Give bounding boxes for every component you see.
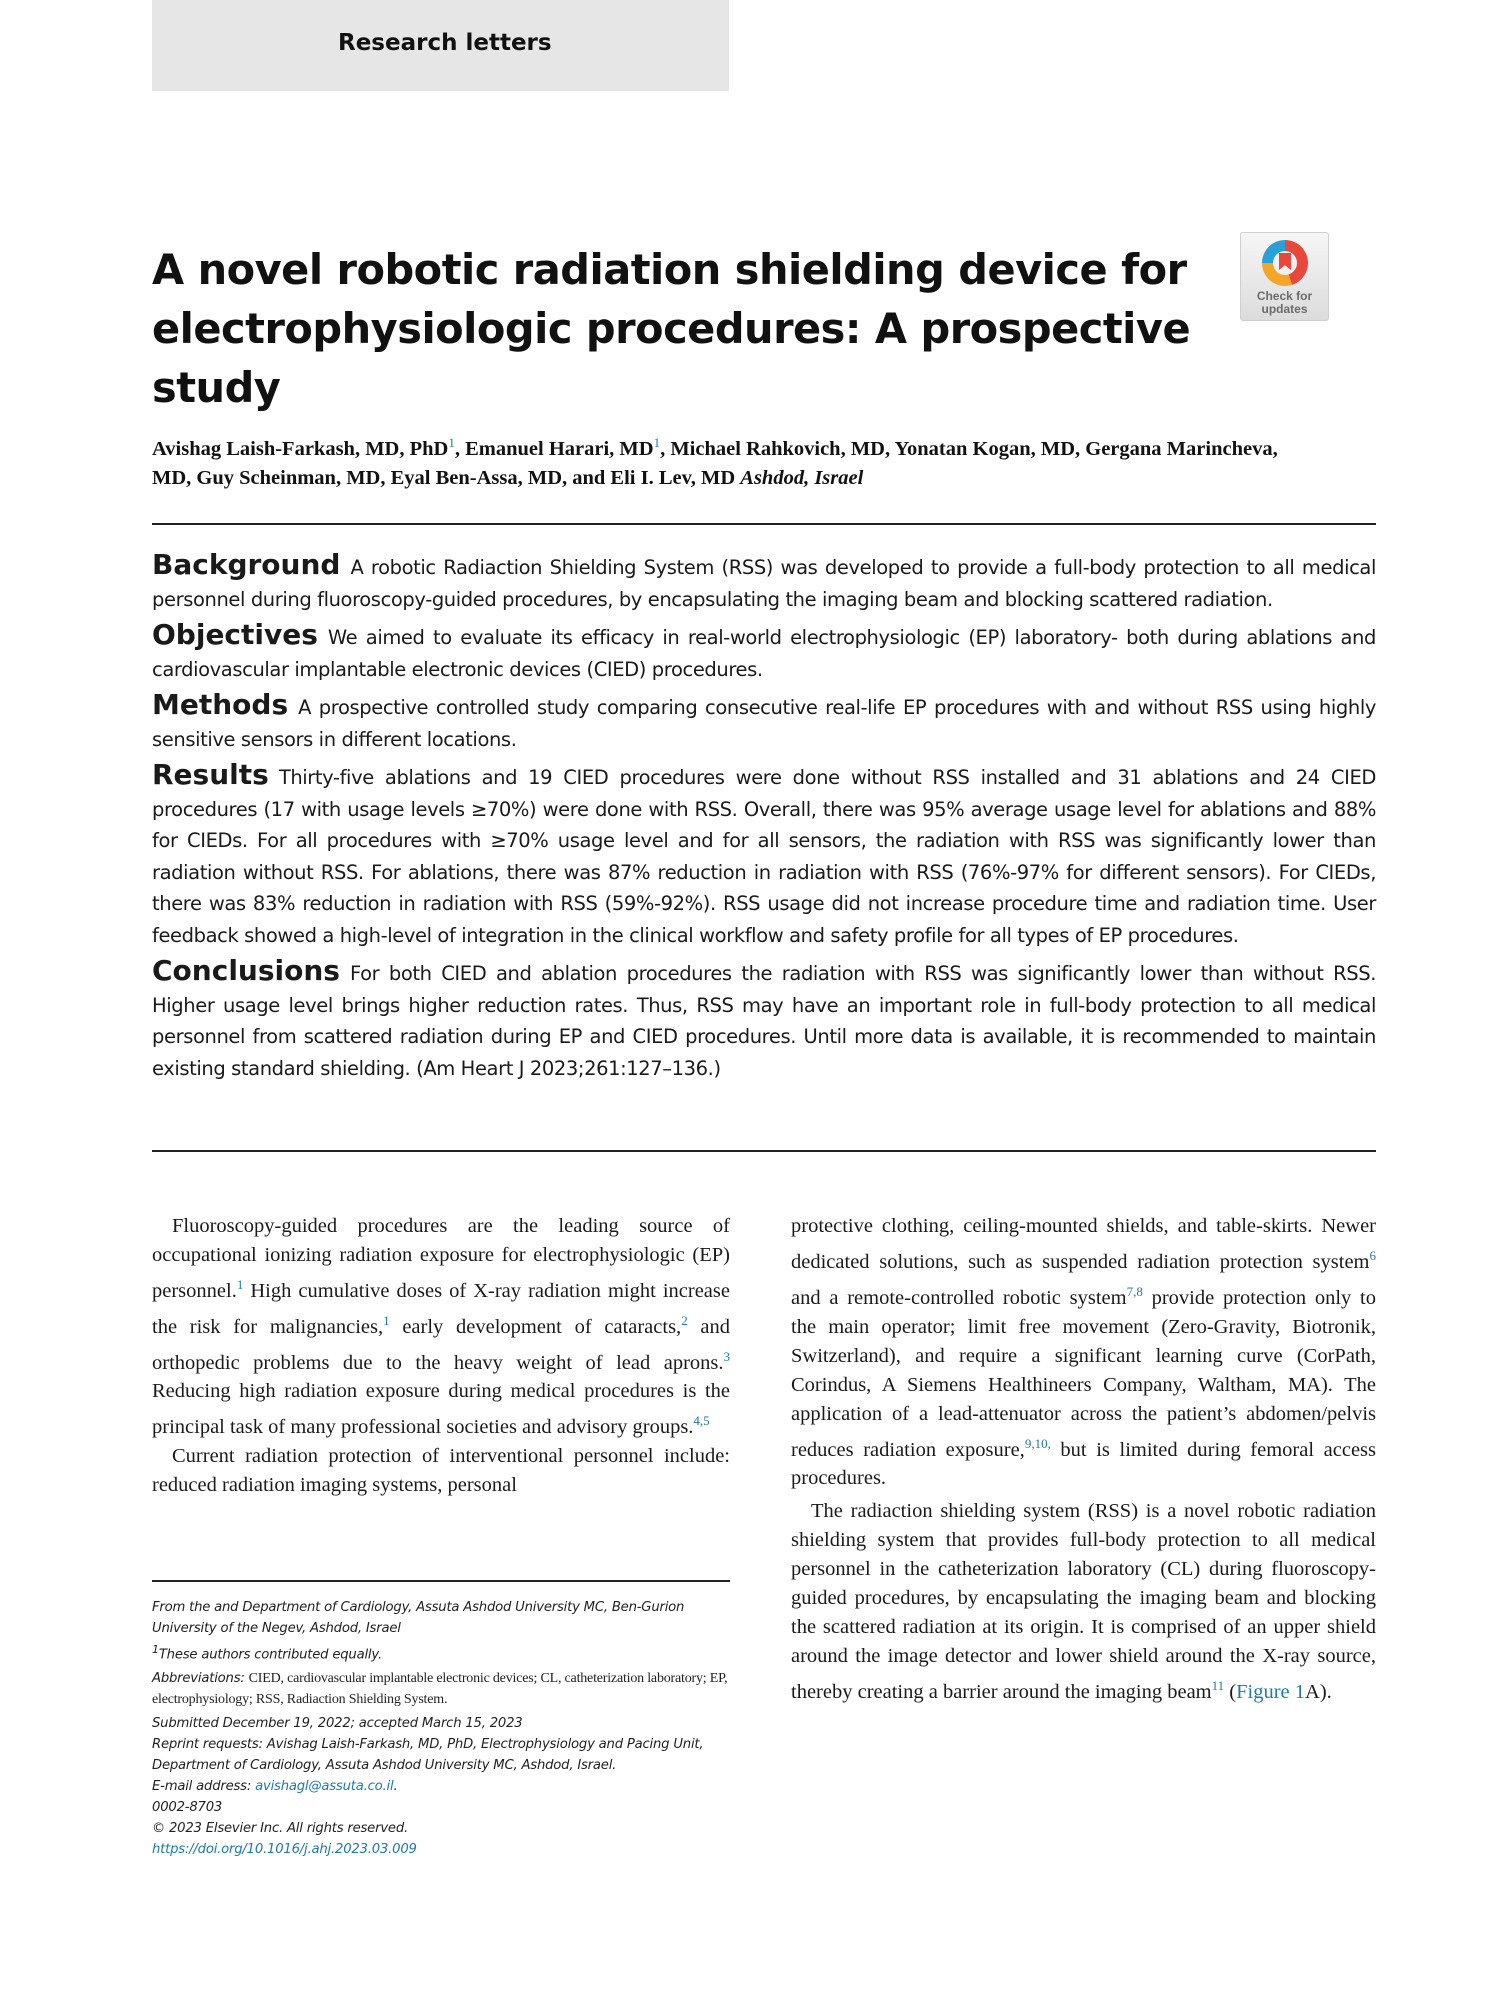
- abstract-background: Background A robotic Radiaction Shielding System (RSS) was developed to provide a full-body protection to all medical personnel during fluoroscopy-guided procedures, by encapsulating the imaging beam and blocking scattered radiation.: [152, 548, 1376, 611]
- section-label: Research letters: [338, 30, 552, 56]
- abstract-conclusions: Conclusions For both CIED and ablation procedures the radiation with RSS was significantly lower than without RSS. Higher usage level brings higher reduction rates. Thus, RSS may have an important role in full-body protection to all medical personnel from scattered radiation during EP and CIED procedures. Until more data is available, it is recommended to maintain existing standard shielding. (Am Heart J 2023;261:127–136.): [152, 954, 1376, 1080]
- body-paragraph: The radiaction shielding system (RSS) is a novel robotic radiation shielding system that provides full-body protection to all medical personnel in the catheterization laboratory (CL) during fluoroscopy-guided procedures, by encapsulating the imaging beam and blocking the scattered radiation at its origin. It is comprised of an upper shield around the image detector and lower shield around the X-ray source, thereby creating a barrier around the imaging beam$^{11}$ (Figure 1A).: [791, 1500, 1376, 1704]
- badge-line-2: updates: [1261, 302, 1308, 316]
- author-affiliation-ref[interactable]: 1: [653, 435, 661, 450]
- section-tab: [152, 0, 729, 91]
- abstract-top-rule: [152, 523, 1376, 525]
- abbreviations-note: Abbreviations: CIED, cardiovascular implantable electronic devices; CL, catheterization laboratory; EP, electrophysiology; RSS, Radiaction Shielding System.: [152, 1671, 728, 1708]
- author-location: Ashdod, Israel: [740, 466, 864, 489]
- author-names: , Michael Rahkovich, MD, Yonatan Kogan, MD, Gergana Marincheva, MD, Guy Scheinman, MD, Eyal Ben-Assa, MD, and Eli I. Lev, MD: [152, 437, 1278, 489]
- author-affiliation-ref[interactable]: 1: [448, 435, 455, 450]
- author-list: [152, 428, 1302, 493]
- abstract-heading: Background: [152, 548, 341, 581]
- abstract-objectives: Objectives We aimed to evaluate its efficacy in real-world electrophysiologic (EP) laboratory- both during ablations and cardiovascular implantable electronic devices (CIED) procedures.: [152, 618, 1376, 681]
- abstract-heading: Objectives: [152, 618, 318, 651]
- citation-ref[interactable]: 2: [681, 1312, 688, 1328]
- submission-dates: Submitted December 19, 2022; accepted March 15, 2023: [152, 1716, 523, 1732]
- abstract-bottom-rule: [152, 1150, 1376, 1152]
- abstract-heading: Results: [152, 758, 269, 791]
- check-for-updates-badge[interactable]: [1240, 232, 1329, 321]
- citation-ref[interactable]: 4,5: [693, 1413, 710, 1429]
- badge-line-1: Check for: [1256, 289, 1313, 303]
- doi-link[interactable]: https://doi.org/10.1016/j.ahj.2023.03.009: [152, 1842, 417, 1858]
- abstract: [152, 549, 1376, 1088]
- citation-ref[interactable]: 1: [236, 1277, 244, 1292]
- body-column-left: [152, 1212, 730, 1500]
- figure-link[interactable]: Figure 1: [1236, 1681, 1306, 1704]
- article-title: A novel robotic radiation shielding device for electrophysiologic procedures: A prospective study: [152, 245, 1191, 412]
- citation-ref[interactable]: 7,8: [1126, 1283, 1143, 1299]
- body-column-right: [791, 1212, 1376, 1707]
- author-name: Avishag Laish-Farkash, MD, PhD: [152, 437, 449, 460]
- issn: 0002-8703: [152, 1800, 223, 1816]
- citation-ref[interactable]: 6: [1369, 1248, 1376, 1263]
- citation-ref[interactable]: 9,10,: [1024, 1435, 1051, 1451]
- crossmark-icon: [1262, 240, 1308, 286]
- abstract-methods: Methods A prospective controlled study comparing consecutive real-life EP procedures with and without RSS using highly sensitive sensors in different locations.: [152, 688, 1376, 751]
- footnote-rule: [152, 1580, 730, 1582]
- email-note: E-mail address: avishagl@assuta.co.il.: [152, 1779, 398, 1795]
- citation-ref[interactable]: 3: [723, 1348, 730, 1364]
- reprint-requests: Reprint requests: Avishag Laish-Farkash, MD, PhD, Electrophysiology and Pacing Unit, Department of Cardiology, Assuta Ashdod University MC, Ashdod, Israel.: [152, 1737, 704, 1774]
- email-link[interactable]: avishagl@assuta.co.il: [255, 1779, 394, 1795]
- body-paragraph: Current radiation protection of interventional personnel include: reduced radiation imaging systems, personal: [152, 1445, 730, 1497]
- citation-ref[interactable]: 11: [1211, 1678, 1225, 1694]
- equal-contribution-note: $^1$These authors contributed equally.: [152, 1643, 382, 1663]
- abstract-heading: Conclusions: [152, 954, 340, 987]
- copyright: © 2023 Elsevier Inc. All rights reserved.: [152, 1821, 409, 1837]
- abstract-results: Results Thirty-five ablations and 19 CIED procedures were done without RSS installed and 31 ablations and 24 CIED procedures (17 with usage levels ≥70%) were done with RSS. Overall, there was 95% average usage level for ablations and 88% for CIEDs. For all procedures with ≥70% usage level and for all sensors, the radiation with RSS was significantly lower than radiation without RSS. For ablations, there was 87% reduction in radiation with RSS (76%-97% for different sensors). For CIEDs, there was 83% reduction in radiation with RSS (59%-92%). RSS usage did not increase procedure time and radiation time. User feedback showed a high-level of integration in the clinical workflow and safety profile for all types of EP procedures.: [152, 758, 1376, 947]
- footnotes: [152, 1597, 730, 1860]
- abstract-heading: Methods: [152, 688, 289, 721]
- body-paragraph: protective clothing, ceiling-mounted shields, and table-skirts. Newer dedicated solutions, such as suspended radiation protection system$^6$ and a remote-controlled robotic system$^{7,8}$ provide protection only to the main operator; limit free movement (Zero-Gravity, Biotronik, Switzerland), and require a significant learning curve (CorPath, Corindus, A Siemens Healthineers Company, Waltham, MA). The application of a lead-attenuator across the patient’s abdomen/pelvis reduces radiation exposure,$^{9,10,}$ but is limited during femoral access procedures.: [791, 1215, 1377, 1490]
- citation-ref[interactable]: 1: [383, 1312, 390, 1328]
- author-name: , Emanuel Harari, MD: [454, 437, 654, 460]
- affiliation-note: From the and Department of Cardiology, Assuta Ashdod University MC, Ben-Gurion University of the Negev, Ashdod, Israel: [152, 1600, 685, 1636]
- body-paragraph: Fluoroscopy-guided procedures are the leading source of occupational ionizing radiation exposure for electrophysiologic (EP) personnel.$^1$ High cumulative doses of X-ray radiation might increase the risk for malignancies,$^1$ early development of cataracts,$^2$ and orthopedic problems due to the heavy weight of lead aprons.$^3$ Reducing high radiation exposure during medical procedures is the principal task of many professional societies and advisory groups.$^{4,5}$: [152, 1215, 730, 1439]
